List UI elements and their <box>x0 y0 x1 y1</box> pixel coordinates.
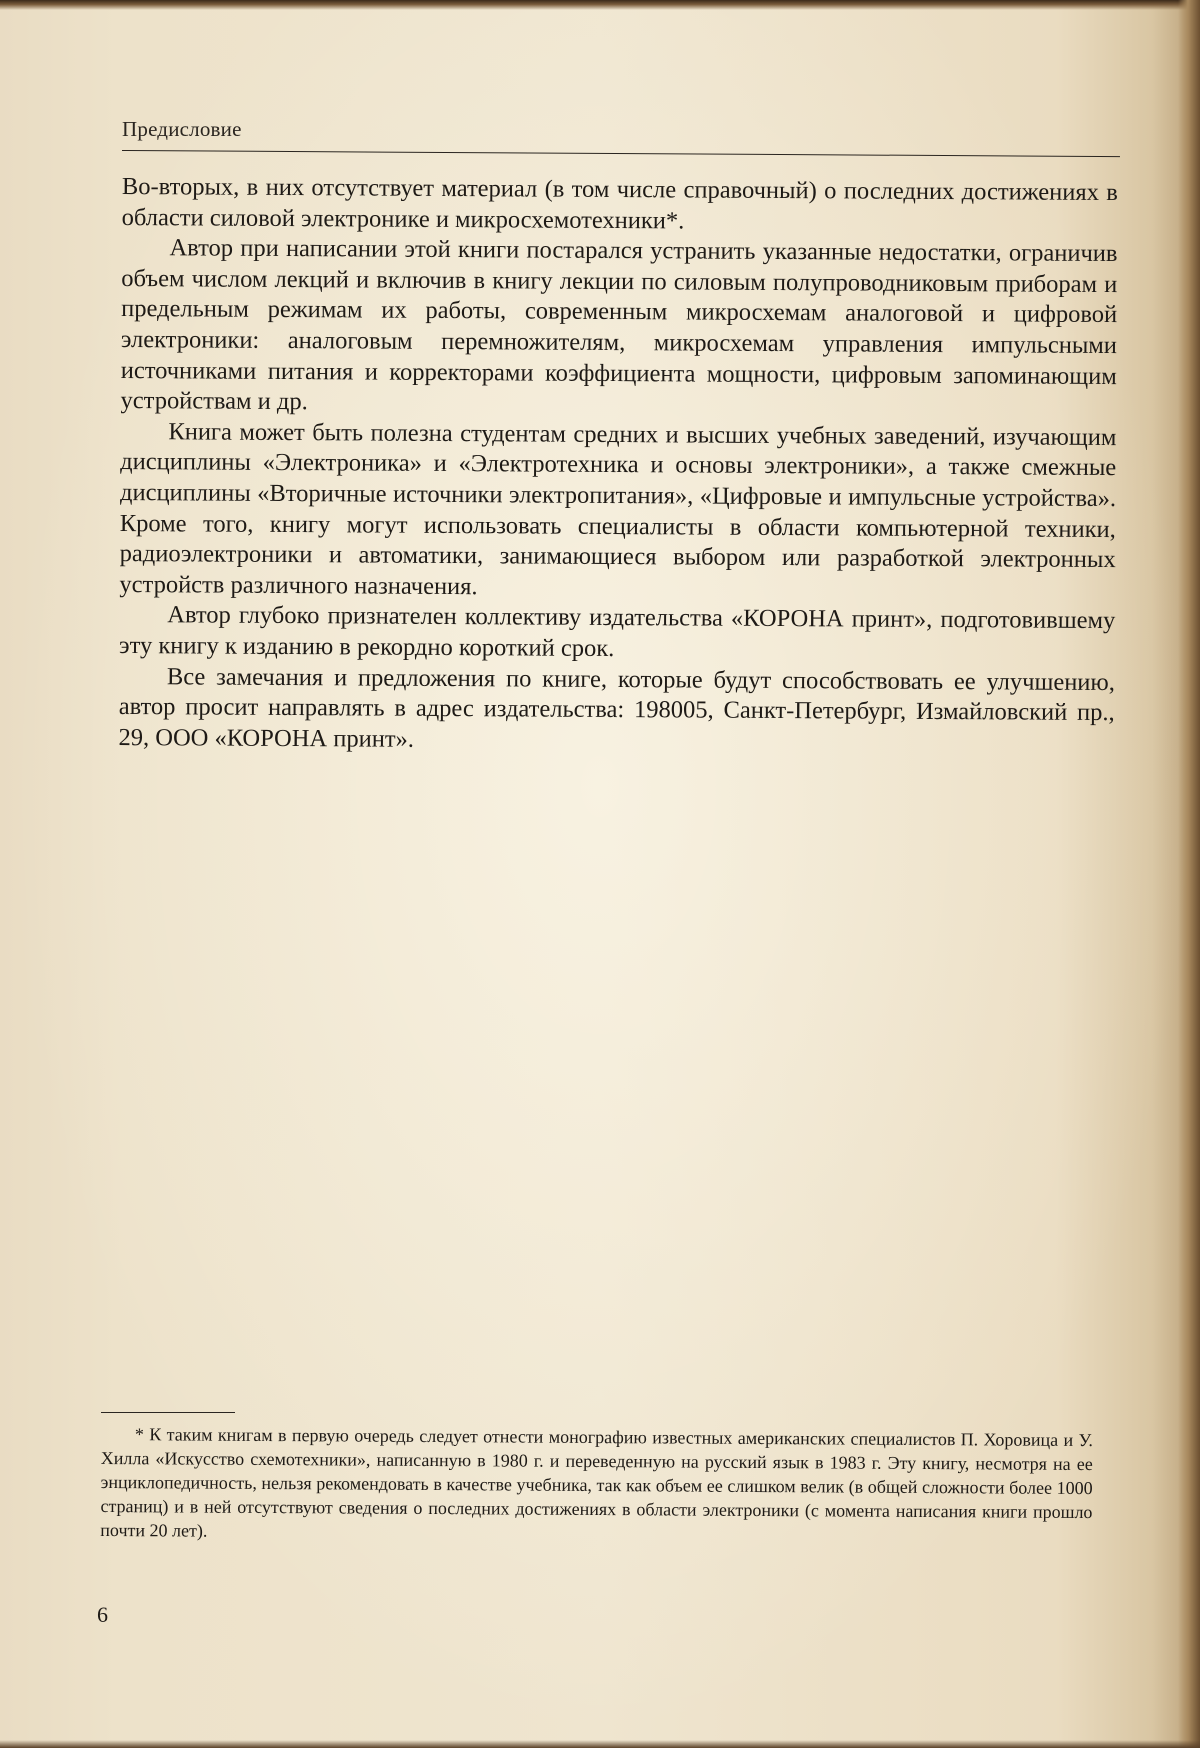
main-text <box>118 172 1118 759</box>
footnote-rule <box>101 1412 235 1413</box>
paragraph-4: Автор глубоко признателен коллективу издательства «КОРОНА принт», подготовившему эту книгу к изданию в рекордно короткий срок. <box>119 601 1116 662</box>
footnote: * К таким книгам в первую очередь следует отнести монографию известных американских специалистов П. Хоровица и У. Хилла «Искусство схемотехники», написанную в 1980 г. и переведенную на русский язык в 1983 г. Эту книгу, несмотря на ее энциклопедичность, нельзя рекомендовать в качестве учебника, так как объем ее слишком велик (в общей сложности более 1000 страниц) и в ней отсутствуют сведения о последних достижениях в области электроники (с момента написания книги прошло почти 20 лет). <box>100 1424 1093 1541</box>
paragraph-1: Во-вторых, в них отсутствует материал (в том числе справочный) о последних достижениях в области силовой электронике и микросхемотехники*. <box>121 172 1118 235</box>
page-top-shadow <box>0 0 1200 10</box>
paragraph-3: Книга может быть полезна студентам средних и высших учебных заведений, изучающим дисциплины «Электроника» и «Электротехника и основы электроники», а также смежные дисциплины «Вторичные источники электропитания», «Цифровые и импульсные устройства». Кроме того, книгу могут использовать специалисты в области компьютерной техники, радиоэлектроники и автоматики, занимающиеся выбором или разработкой электронных устройств различного назначения. <box>119 418 1117 600</box>
paragraph-2: Автор при написании этой книги постарался устранить указанные недостатки, ограничив объем числом лекций и включив в книгу лекции по силовым полупроводниковым приборам и предельным режимам их работы, современным микросхемам аналоговой и цифровой электроники: аналоговым перемножителям, микросхемам управления импульсными источниками питания и корректорами коэффициента мощности, цифровым запоминающим устройствам и др. <box>120 234 1118 416</box>
page-spine-shadow <box>1178 0 1200 1748</box>
running-head: Предисловие <box>122 117 242 141</box>
header-rule <box>122 150 1120 157</box>
paragraph-5: Все замечания и предложения по книге, которые будут способствовать ее улучшению, автор просит направлять в адрес издательства: 198005, Санкт-Петербург, Измайловский пр., 29, ООО «КОРОНА принт». <box>118 662 1115 753</box>
page-number: 6 <box>97 1602 108 1627</box>
page-bottom-shadow <box>0 1740 1200 1748</box>
